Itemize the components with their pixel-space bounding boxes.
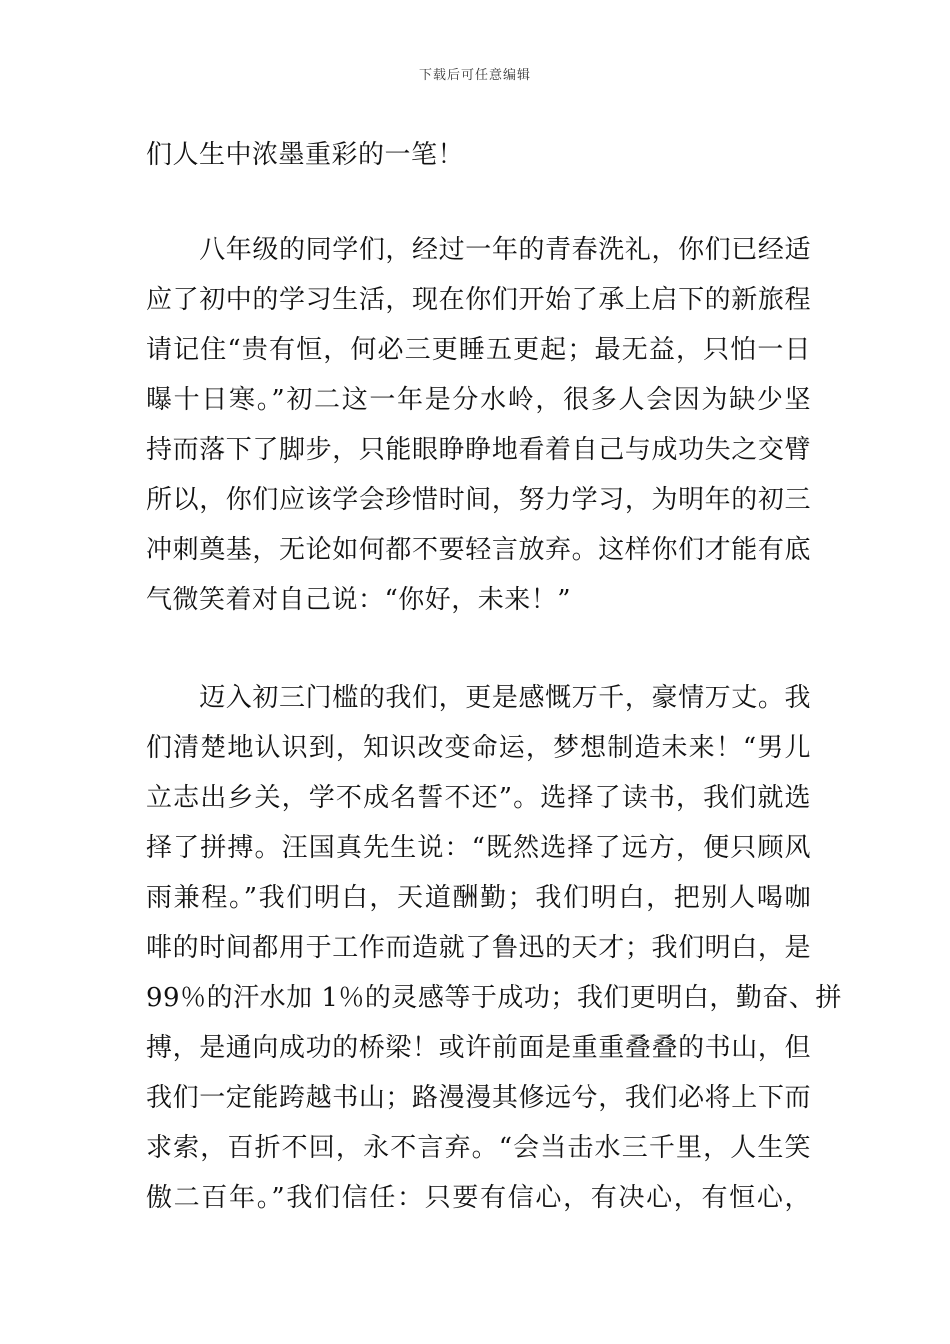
text-line: 傲二百年。”我们信任：只要有信心，有决心，有恒心， bbox=[146, 1183, 811, 1213]
text-line: 持而落下了脚步，只能眼睁睁地看着自己与成功失之交臂 bbox=[146, 435, 811, 465]
text-line: 冲刺奠基，无论如何都不要轻言放弃。这样你们才能有底 bbox=[146, 535, 811, 565]
text-line: 迈入初三门槛的我们，更是感慨万千，豪情万丈。我 bbox=[146, 683, 811, 713]
text-line: 择了拼搏。汪国真先生说：“既然选择了远方，便只顾风 bbox=[146, 833, 811, 863]
text-line: 啡的时间都用于工作而造就了鲁迅的天才；我们明白，是 bbox=[146, 933, 811, 963]
text-line: 应了初中的学习生活，现在你们开始了承上启下的新旅程 bbox=[146, 285, 811, 315]
text-line: 雨兼程。”我们明白，天道酬勤；我们明白，把别人喝咖 bbox=[146, 883, 811, 913]
text-line: 们人生中浓墨重彩的一笔！ bbox=[146, 140, 465, 170]
text-line: 气微笑着对自己说：“你好，未来！” bbox=[146, 585, 572, 615]
text-line: 求索，百折不回，永不言弃。“会当击水三千里，人生笑 bbox=[146, 1133, 811, 1163]
text-line: 请记住“贵有恒，何必三更睡五更起；最无益，只怕一日 bbox=[146, 335, 811, 365]
paragraph-grade-eight bbox=[146, 225, 811, 625]
text-line: 所以，你们应该学会珍惜时间，努力学习，为明年的初三 bbox=[146, 485, 811, 515]
text-line: 们清楚地认识到，知识改变命运，梦想制造未来！“男儿 bbox=[146, 733, 811, 763]
page-header: 下载后可任意编辑 bbox=[418, 68, 531, 83]
paragraph-grade-nine bbox=[146, 673, 842, 1223]
paragraph-continuation bbox=[146, 130, 811, 180]
text-line: 我们一定能跨越书山；路漫漫其修远兮，我们必将上下而 bbox=[146, 1083, 811, 1113]
text-line: 立志出乡关，学不成名誓不还”。选择了读书，我们就选 bbox=[146, 783, 811, 813]
text-line: 搏，是通向成功的桥梁！或许前面是重重叠叠的书山，但 bbox=[146, 1033, 811, 1063]
text-line: 99％的汗水加 1％的灵感等于成功；我们更明白，勤奋、拼 bbox=[146, 983, 842, 1013]
text-line: 曝十日寒。”初二这一年是分水岭，很多人会因为缺少坚 bbox=[146, 385, 811, 415]
text-line: 八年级的同学们，经过一年的青春洗礼，你们已经适 bbox=[146, 235, 811, 265]
